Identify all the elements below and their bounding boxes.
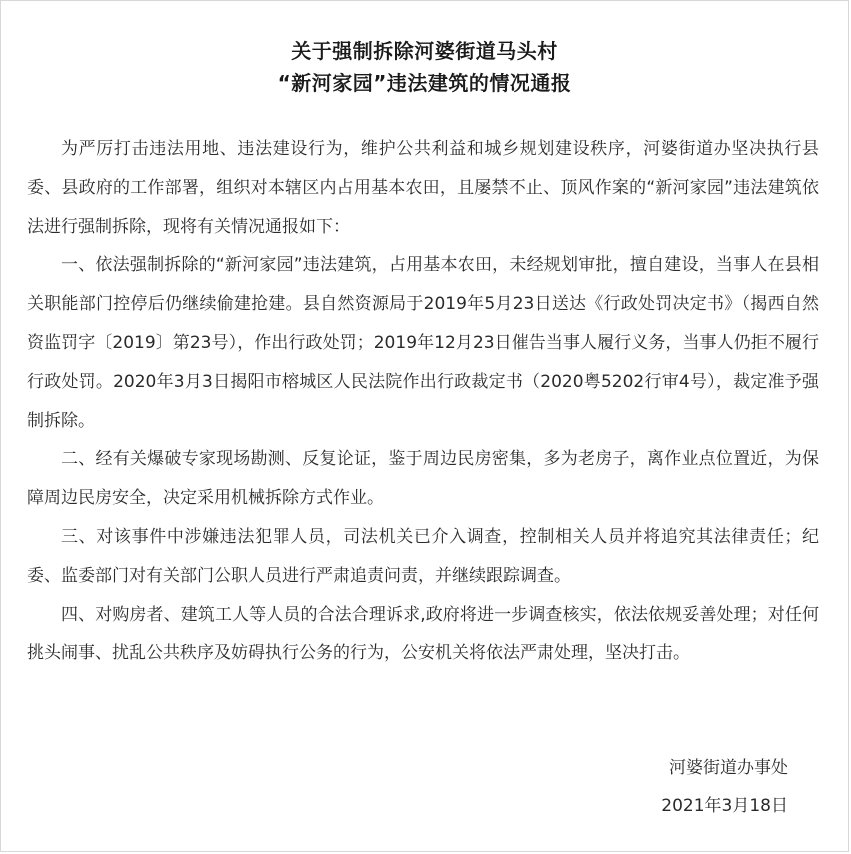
paragraph-1: 一、依法强制拆除的“新河家园”违法建筑，占用基本农田，未经规划审批，擅自建设，当事人在县相关职能部门控停后仍继续偷建抢建。县自然资源局于2019年5月23日送达《行政处罚决定书》（揭西自然资监罚字〔2019〕第23号），作出行政处罚；2019年12月23日催告当事人履行义务，当事人仍拒不履行行政处罚。2020年3月3日揭阳市榕城区人民法院作出行政裁定书（2020粤5202行审4号），裁定准予强制拆除。 <box>27 255 819 431</box>
notice-body <box>27 130 819 673</box>
signature-block <box>661 749 788 825</box>
signature-date: 2021年3月18日 <box>661 796 788 816</box>
title-line-1: 关于强制拆除河婆街道马头村 <box>291 39 558 63</box>
paragraph-3: 三、对该事件中涉嫌违法犯罪人员，司法机关已介入调查，控制相关人员并将追究其法律责任；纪委、监委部门对有关部门公职人员进行严肃追责问责，并继续跟踪调查。 <box>27 526 819 586</box>
signature-issuer: 河婆街道办事处 <box>669 758 788 778</box>
paragraph-intro: 为严厉打击违法用地、违法建设行为，维护公共利益和城乡规划建设秩序，河婆街道办坚决执行县委、县政府的工作部署，组织对本辖区内占用基本农田，且屡禁不止、顶风作案的“新河家园”违法建筑依法进行强制拆除，现将有关情况通报如下： <box>27 139 819 237</box>
title-line-2: “新河家园”违法建筑的情况通报 <box>277 71 572 95</box>
paragraph-2: 二、经有关爆破专家现场勘测、反复论证，鉴于周边民房密集，多为老房子，离作业点位置近，为保障周边民房安全，决定采用机械拆除方式作业。 <box>27 449 819 509</box>
paragraph-4: 四、对购房者、建筑工人等人员的合法合理诉求,政府将进一步调查核实，依法依规妥善处理；对任何挑头闹事、扰乱公共秩序及妨碍执行公务的行为，公安机关将依法严肃处理，坚决打击。 <box>27 604 819 664</box>
notice-title <box>1 35 848 99</box>
